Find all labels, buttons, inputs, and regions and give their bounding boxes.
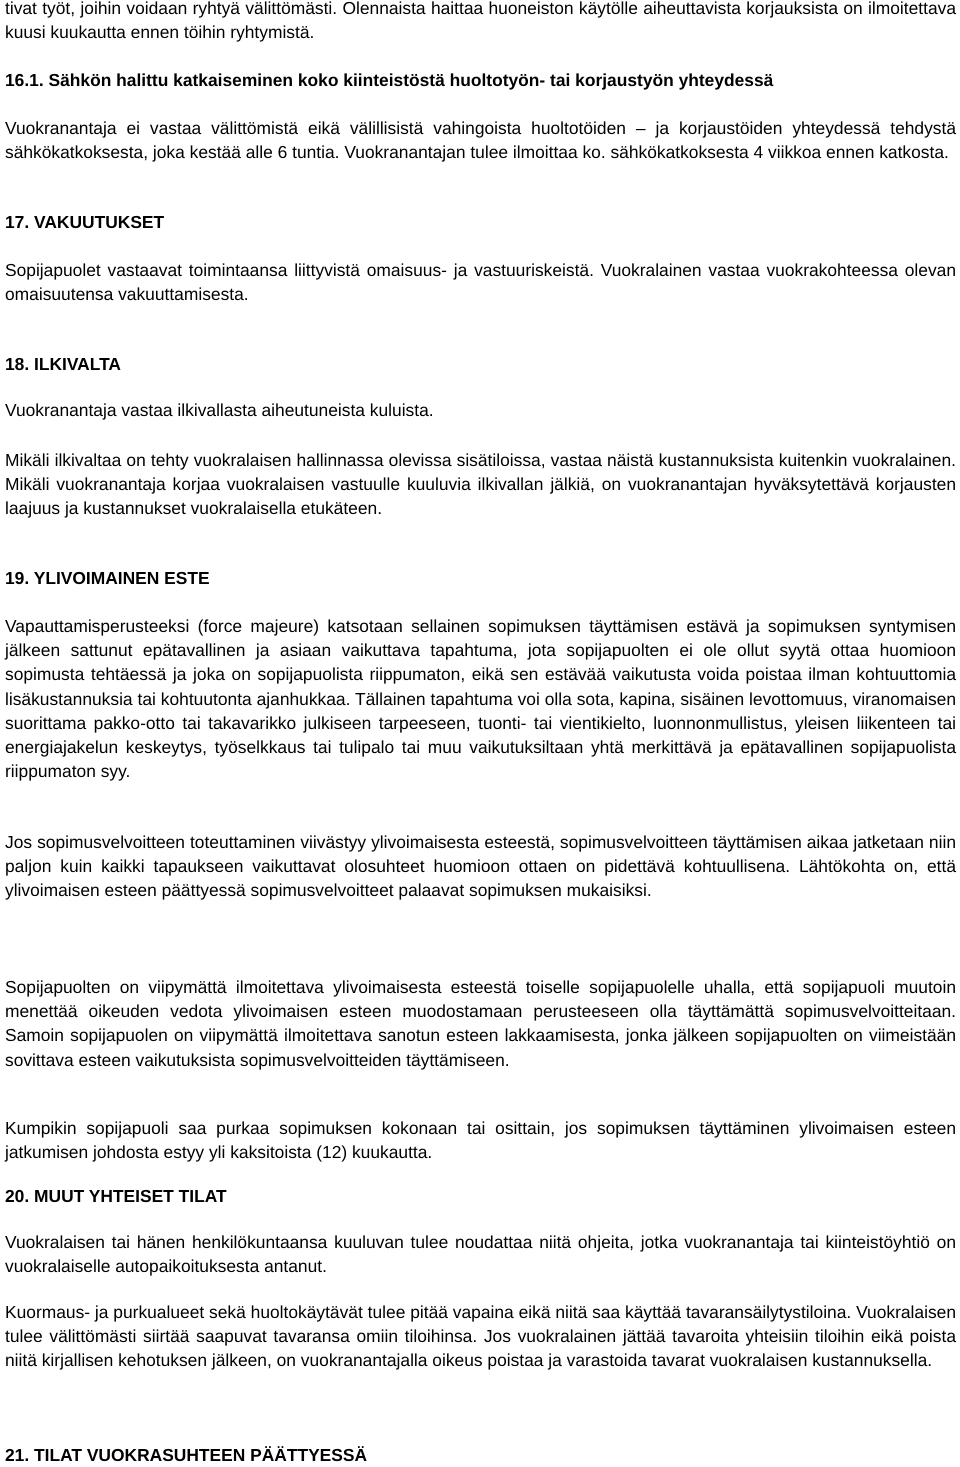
section-19-title: YLIVOIMAINEN ESTE	[33, 568, 210, 588]
section-16-1-paragraph: Vuokranantaja ei vastaa välittömistä eikä välillisistä vahingoista huoltotöiden – ja korjaustöiden yhteydessä tehdystä sähkökatkoksesta, joka kestää alle 6 tuntia. Vuokranantajan tulee ilmoittaa ko. sähkökatkoksesta 4 viikkoa ennen katkosta.	[5, 118, 956, 163]
section-20-number: 20.	[5, 1186, 30, 1206]
section-19-paragraph-4: Kumpikin sopijapuoli saa purkaa sopimuksen kokonaan tai osittain, jos sopimuksen täyttäminen ylivoimaisen esteen jatkumisen johdosta estyy yli kaksitoista (12) kuukautta.	[5, 1118, 956, 1163]
section-19-heading	[5, 566, 956, 590]
section-21-title: TILAT VUOKRASUHTEEN PÄÄTTYESSÄ	[34, 1445, 368, 1465]
section-19-paragraph-3: Sopijapuolten on viipymättä ilmoitettava ylivoimaisesta esteestä toiselle sopijapuolelle uhalla, että sopijapuoli muutoin menettää oikeuden vedota ylivoimaisen esteen muodostamaan perusteeseen olla täyttämättä sopimusvelvoitteitaan. Samoin sopijapuolen on viipymättä ilmoitettava sanotun esteen lakkaamisesta, jonka jälkeen sopijapuolten on viimeistään sovittava esteen vaikutuksista sopimusvelvoitteiden täyttämiseen.	[5, 977, 956, 1070]
section-20-heading	[5, 1184, 956, 1208]
section-17-number: 17.	[5, 212, 30, 232]
section-18-paragraph-2: Mikäli ilkivaltaa on tehty vuokralaisen hallinnassa olevissa sisätiloissa, vastaa näistä kustannuksista kuitenkin vuokralainen. Mikäli vuokranantaja korjaa vuokralaisen vastuulle kuuluvia ilkivallan jälkiä, on vuokranantajan hyväksytettävä korjausten laajuus ja kustannukset vuokralaisella etukäteen.	[5, 450, 956, 519]
section-18-heading	[5, 352, 956, 376]
section-20-paragraph-1: Vuokralaisen tai hänen henkilökuntaansa kuuluvan tulee noudattaa niitä ohjeita, jotka vuokranantaja tai kiinteistöyhtiö on vuokralaiselle autopaikoituksesta antanut.	[5, 1232, 956, 1277]
section-21-heading	[5, 1443, 956, 1467]
section-16-1-title: Sähkön halittu katkaiseminen koko kiinteistöstä huoltotyön- tai korjaustyön yhteydessä	[48, 70, 774, 90]
section-18-paragraph-1: Vuokranantaja vastaa ilkivallasta aiheutuneista kuluista.	[5, 400, 434, 420]
section-16-1-number: 16.1.	[5, 70, 44, 90]
section-20-paragraph-2: Kuormaus- ja purkualueet sekä huoltokäytävät tulee pitää vapaina eikä niitä saa käyttää tavaransäilytystiloina. Vuokralaisen tulee välittömästi siirtää saapuvat tavaransa omiin tiloihinsa. Jos vuokralainen jättää tavaroita yhteisiin tiloihin eikä poista niitä kirjallisen kehotuksen jälkeen, on vuokranantajalla oikeus poistaa ja varastoida tavarat vuokralaisen kustannuksella.	[5, 1302, 956, 1371]
section-16-1-heading	[5, 68, 956, 92]
section-20-title: MUUT YHTEISET TILAT	[34, 1186, 227, 1206]
section-17-heading	[5, 210, 956, 234]
section-19-paragraph-2: Jos sopimusvelvoitteen toteuttaminen viivästyy ylivoimaisesta esteestä, sopimusvelvoitteen täyttämisen aikaa jatketaan niin paljon kuin kaikki tapaukseen vaikuttavat olosuhteet huomioon ottaen on pidettävä kohtuullisena. Lähtökohta on, että ylivoimaisen esteen päättyessä sopimusvelvoitteet palaavat sopimuksen mukaisiksi.	[5, 832, 956, 901]
section-19-paragraph-1: Vapauttamisperusteeksi (force majeure) katsotaan sellainen sopimuksen täyttämisen estävä ja sopimuksen syntymisen jälkeen sattunut epätavallinen ja asiaan vaikuttava tapahtuma, jota sopijapuolten ei ole ollut syytä ottaa huomioon sopimusta tehtäessä ja joka on sopijapuolista riippumaton, eikä sen estävää vaikutusta voida poistaa ilman kohtuuttomia lisäkustannuksia tai kohtuutonta ajanhukkaa. Tällainen tapahtuma voi olla sota, kapina, sisäinen levottomuus, viranomaisen suorittama pakko-otto tai takavarikko julkiseen tarpeeseen, tuonti- tai vientikielto, luonnonmullistus, yleisen liikenteen tai energiajakelun keskeytys, työselkkaus tai tulipalo tai muu vaikutuksiltaan yhtä merkittävä ja epätavallinen sopijapuolista riippumaton syy.	[5, 616, 956, 782]
section-18-title: ILKIVALTA	[34, 354, 121, 374]
section-21-number: 21.	[5, 1445, 30, 1465]
section-18-number: 18.	[5, 354, 30, 374]
section-17-title: VAKUUTUKSET	[34, 212, 165, 232]
section-17-paragraph: Sopijapuolet vastaavat toimintaansa liittyvistä omaisuus- ja vastuuriskeistä. Vuokralainen vastaa vuokrakohteessa olevan omaisuutensa vakuuttamisesta.	[5, 260, 956, 305]
section-19-number: 19.	[5, 568, 30, 588]
intro-paragraph: tivat työt, joihin voidaan ryhtyä välittömästi. Olennaista haittaa huoneiston käytölle aiheuttavista korjauksista on ilmoitettava kuusi kuukautta ennen töihin ryhtymistä.	[5, 0, 956, 43]
